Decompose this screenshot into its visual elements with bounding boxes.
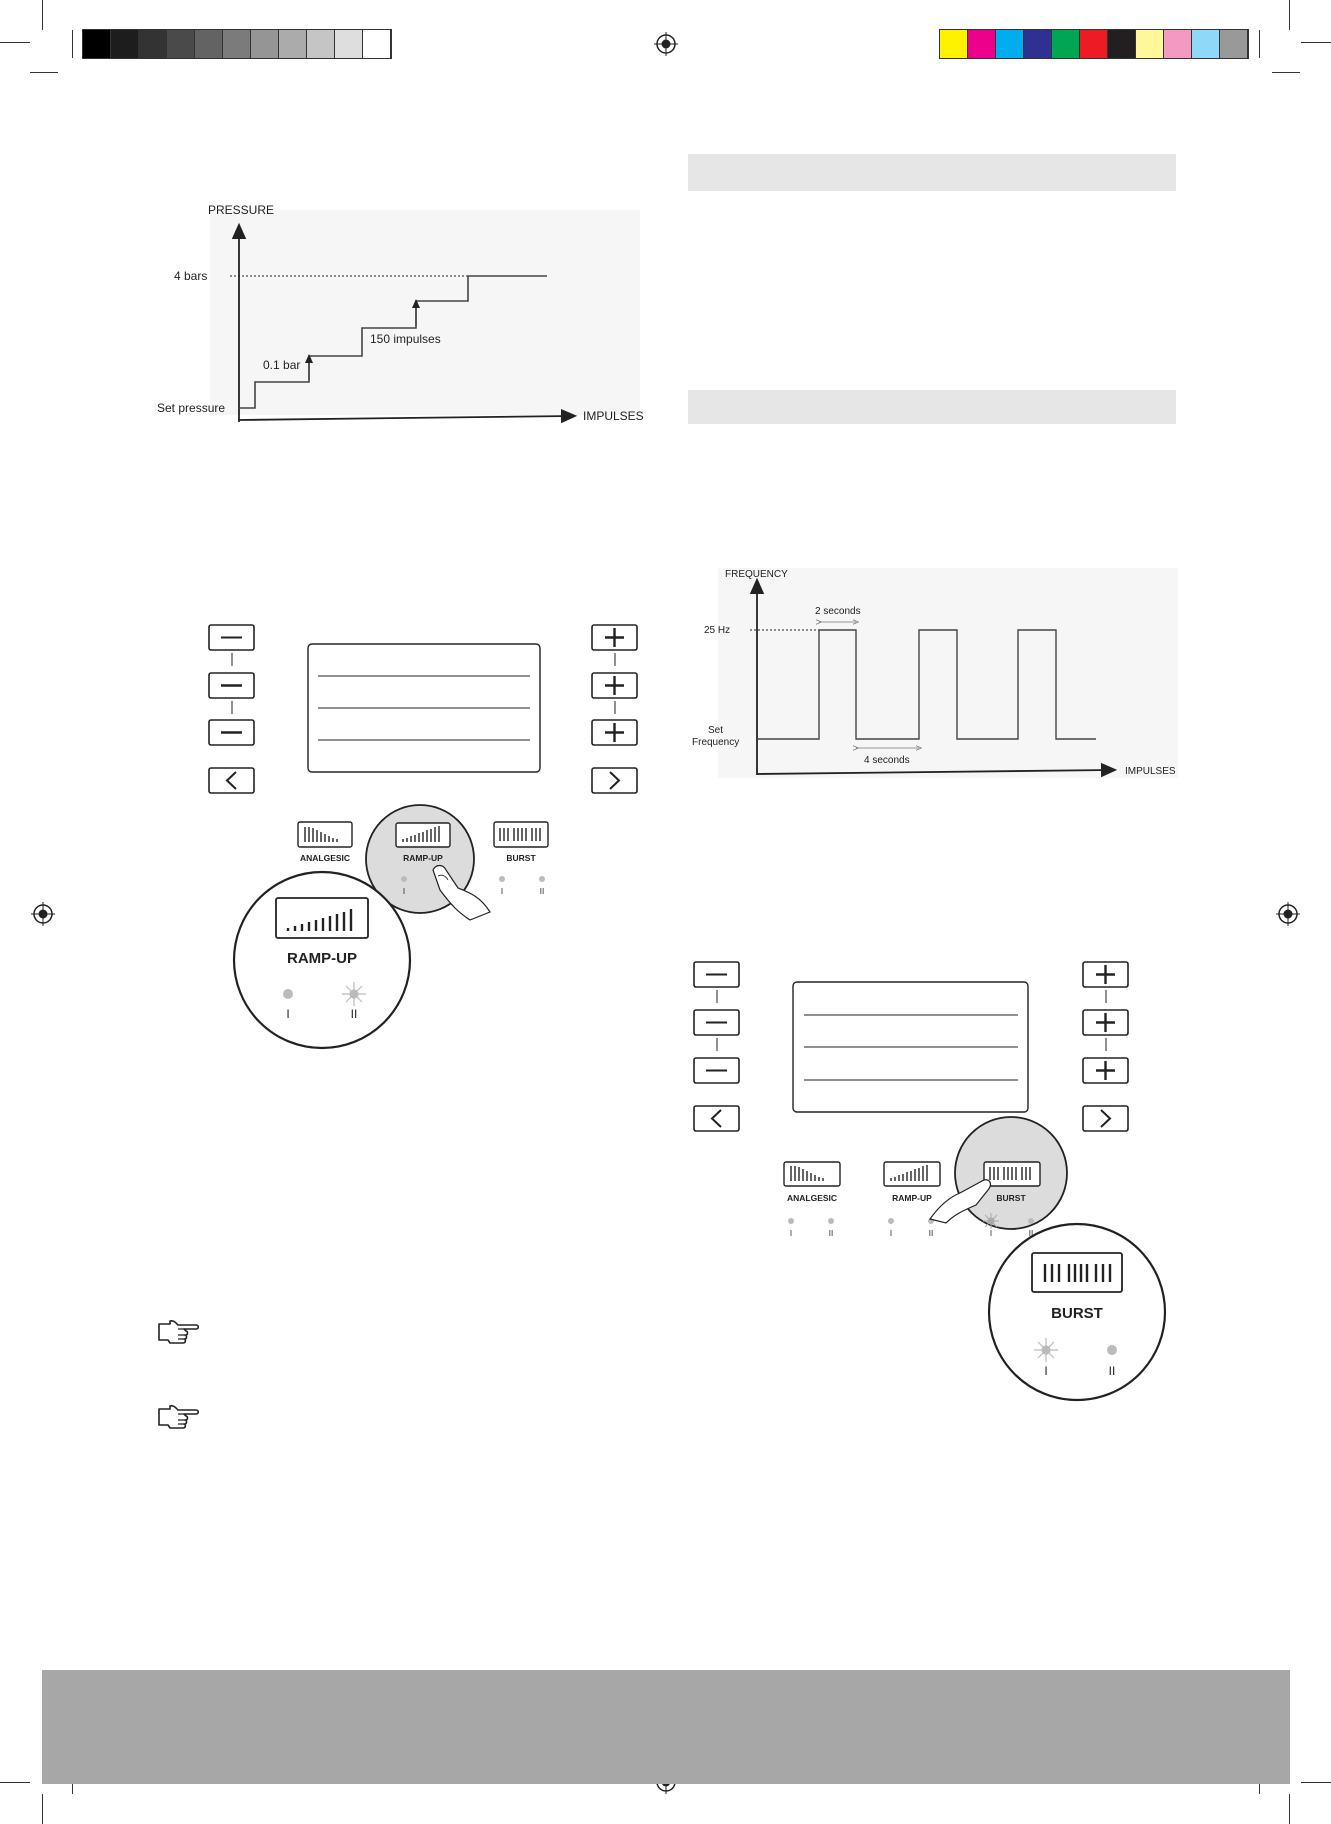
control-panel-1 (200, 620, 650, 1050)
zoom-level-label: II (350, 1007, 358, 1021)
pressure-impulse-label: 150 impulses (370, 332, 441, 346)
pressure-y-title: PRESSURE (208, 203, 275, 217)
pressure-set-label: Set pressure (157, 401, 226, 415)
color-swatch (996, 30, 1024, 58)
back-button[interactable] (694, 1106, 739, 1131)
color-swatch (139, 30, 167, 58)
level-label: II (539, 887, 545, 896)
frequency-y-title: FREQUENCY (725, 569, 788, 580)
forward-button[interactable] (1083, 1106, 1128, 1131)
display-screen (308, 644, 540, 772)
color-swatch (1164, 30, 1192, 58)
registration-mark-icon (1276, 902, 1300, 926)
color-swatch (940, 30, 968, 58)
back-button[interactable] (209, 768, 254, 793)
mode-analgesic-label: ANALGESIC (786, 1193, 838, 1203)
mode-analgesic-label: ANALGESIC (299, 853, 351, 863)
forward-button[interactable] (592, 768, 637, 793)
plus-button-2[interactable] (592, 673, 637, 698)
display-screen (793, 982, 1028, 1112)
level-2-indicator (1107, 1345, 1117, 1355)
mode-rampup-label: RAMP-UP (403, 853, 443, 863)
crop-mark (42, 1794, 43, 1824)
color-swatch (223, 30, 251, 58)
level-label: I (989, 1229, 993, 1238)
color-swatch (1220, 30, 1248, 58)
mode-burst-label: BURST (996, 1193, 1026, 1203)
level-label: II (1028, 1229, 1034, 1238)
color-swatch (1192, 30, 1220, 58)
frequency-chart (688, 563, 1178, 785)
crop-mark (1259, 30, 1260, 58)
pressure-step-label: 0.1 bar (263, 358, 301, 372)
grayscale-color-bar (82, 29, 392, 59)
frequency-x-title: IMPULSES (1125, 766, 1176, 777)
level-label: I (500, 887, 504, 896)
color-swatch (1080, 30, 1108, 58)
crop-mark (1289, 1794, 1290, 1824)
color-swatch (307, 30, 335, 58)
frequency-on-label: 2 seconds (815, 606, 861, 617)
minus-button-1[interactable] (209, 625, 254, 650)
registration-mark-icon (31, 902, 55, 926)
process-color-bar (939, 29, 1249, 59)
plus-button-3[interactable] (1083, 1058, 1128, 1083)
frequency-off-label: 4 seconds (864, 755, 910, 766)
level-label: I (402, 887, 406, 896)
minus-button-2[interactable] (694, 1010, 739, 1035)
level-1-lit-icon (983, 1213, 999, 1229)
pressure-chart (150, 200, 660, 430)
plus-button-1[interactable] (1083, 962, 1128, 987)
frequency-max-label: 25 Hz (704, 625, 731, 636)
color-swatch (1108, 30, 1136, 58)
crop-mark (72, 30, 73, 58)
crop-mark (0, 1782, 30, 1783)
mode-rampup-button[interactable] (884, 1162, 940, 1186)
pointing-hand-icon (156, 1403, 200, 1431)
color-swatch (1024, 30, 1052, 58)
mode-analgesic-button[interactable] (784, 1162, 840, 1186)
zoom-level-label: II (1108, 1364, 1116, 1378)
level-label: II (828, 1229, 834, 1238)
mode-rampup-button[interactable] (396, 823, 450, 847)
zoom-level-label: I (1044, 1364, 1048, 1378)
pressure-x-title: IMPULSES (583, 409, 644, 423)
color-swatch (968, 30, 996, 58)
color-swatch (167, 30, 195, 58)
mode-analgesic-button[interactable] (298, 822, 352, 847)
x-axis (239, 416, 570, 420)
mode-rampup-label: RAMP-UP (892, 1193, 932, 1203)
color-swatch (111, 30, 139, 58)
plus-button-3[interactable] (592, 720, 637, 745)
minus-button-3[interactable] (209, 720, 254, 745)
minus-button-3[interactable] (694, 1058, 739, 1083)
plus-button-1[interactable] (592, 625, 637, 650)
crop-mark (30, 72, 58, 73)
color-swatch (1136, 30, 1164, 58)
section-heading-band (688, 154, 1176, 191)
mode-burst-label: BURST (506, 853, 536, 863)
minus-button-2[interactable] (209, 673, 254, 698)
color-swatch (279, 30, 307, 58)
crop-mark (1289, 0, 1290, 30)
crop-mark (0, 42, 30, 43)
registration-mark-icon (654, 32, 678, 56)
rampup-zoom-circle (234, 872, 410, 1048)
minus-button-1[interactable] (694, 962, 739, 987)
level-1-indicator (283, 989, 293, 999)
burst-zoom-circle (989, 1224, 1165, 1400)
mode-burst-button[interactable] (494, 822, 548, 847)
mode-burst-button[interactable] (984, 1162, 1040, 1186)
color-swatch (251, 30, 279, 58)
color-swatch (363, 30, 391, 58)
color-swatch (195, 30, 223, 58)
crop-mark (1301, 42, 1331, 43)
zoom-level-label: I (286, 1007, 290, 1021)
level-label: I (889, 1229, 893, 1238)
burst-zoom-title: BURST (1051, 1305, 1103, 1322)
pointing-hand-icon (156, 1318, 200, 1346)
plus-button-2[interactable] (1083, 1010, 1128, 1035)
crop-mark (1301, 1782, 1331, 1783)
pressure-max-label: 4 bars (174, 269, 208, 283)
section-heading-band (688, 390, 1176, 424)
color-swatch (83, 30, 111, 58)
frequency-set-label-1: Set (708, 725, 724, 736)
crop-mark (1272, 72, 1300, 73)
color-swatch (335, 30, 363, 58)
level-label: II (928, 1229, 934, 1238)
color-swatch (1052, 30, 1080, 58)
frequency-set-label-2: Frequency (692, 737, 740, 748)
crop-mark (42, 0, 43, 30)
control-panel-2 (688, 957, 1178, 1402)
rampup-zoom-title: RAMP-UP (287, 950, 357, 967)
level-label: I (789, 1229, 793, 1238)
footer-band (42, 1670, 1290, 1784)
